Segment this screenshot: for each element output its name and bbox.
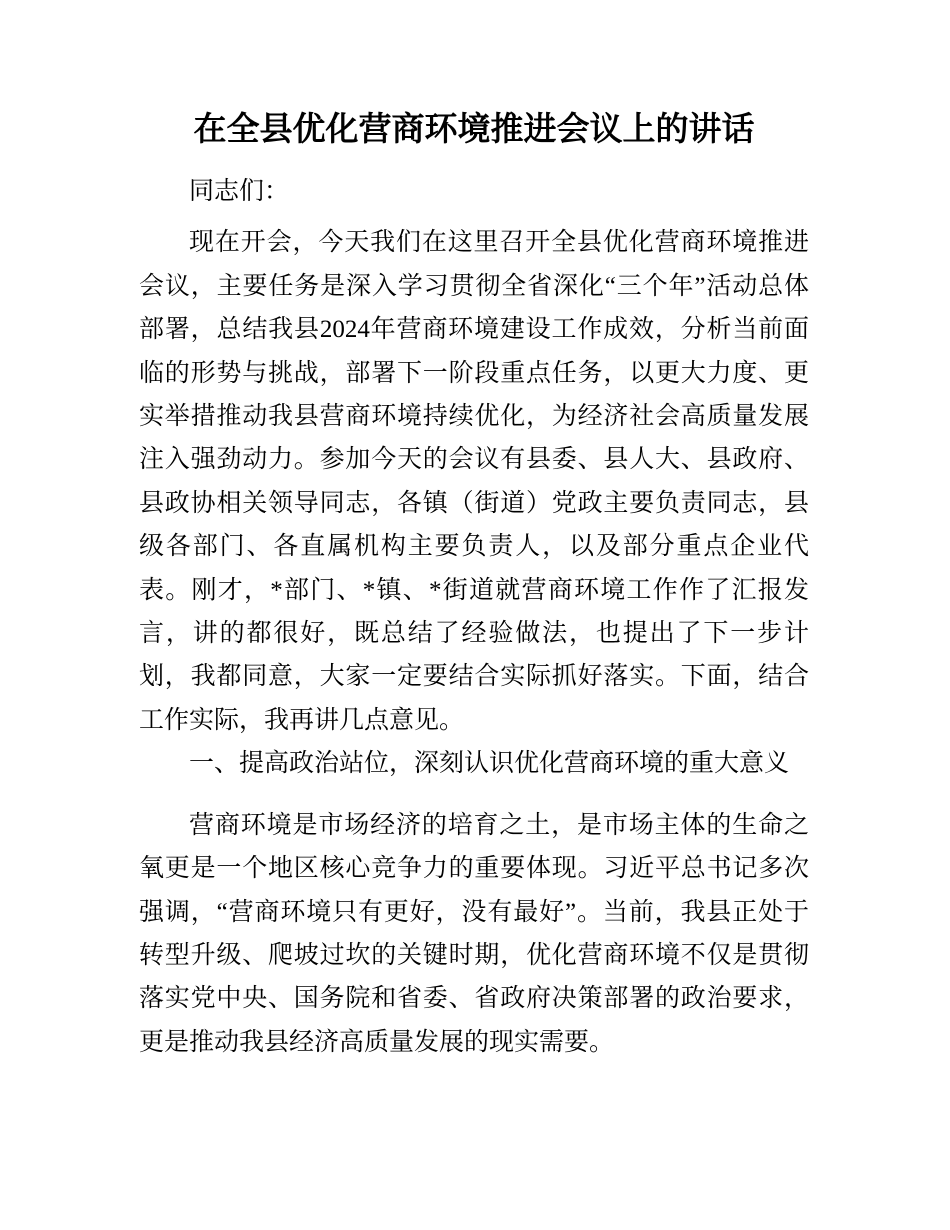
- document-title: 在全县优化营商环境推进会议上的讲话: [193, 110, 755, 147]
- salutation: 同志们：: [189, 178, 290, 205]
- paragraph-section-1-body: 营商环境是市场经济的培育之土，是市场主体的生命之氧更是一个地区核心竞争力的重要体现。习近平总书记多次强调，“营商环境只有更好，没有最好”。当前，我县正处于转型升级、爬坡过坎的关键时期，优化营商环境不仅是贯彻落实党中央、国务院和省委、省政府决策部署的政治要求，更是推动我县经济高质量发展的现实需要。: [139, 811, 809, 1056]
- paragraph-opening: 现在开会，今天我们在这里召开全县优化营商环境推进会议，主要任务是深入学习贯彻全省深化“三个年”活动总体部署，总结我县2024年营商环境建设工作成效，分析当前面临的形势与挑战，部署下一阶段重点任务，以更大力度、更实举措推动我县营商环境持续优化，为经济社会高质量发展注入强劲动力。参加今天的会议有县委、县人大、县政府、县政协相关领导同志，各镇（街道）党政主要负责同志，县级各部门、各直属机构主要负责人，以及部分重点企业代表。刚才，*部门、*镇、*街道就营商环境工作作了汇报发言，讲的都很好，既总结了经验做法，也提出了下一步计划，我都同意，大家一定要结合实际抓好落实。下面，结合工作实际，我再讲几点意见。: [139, 229, 809, 734]
- section-heading-1: 一、提高政治站位，深刻认识优化营商环境的重大意义: [189, 750, 790, 778]
